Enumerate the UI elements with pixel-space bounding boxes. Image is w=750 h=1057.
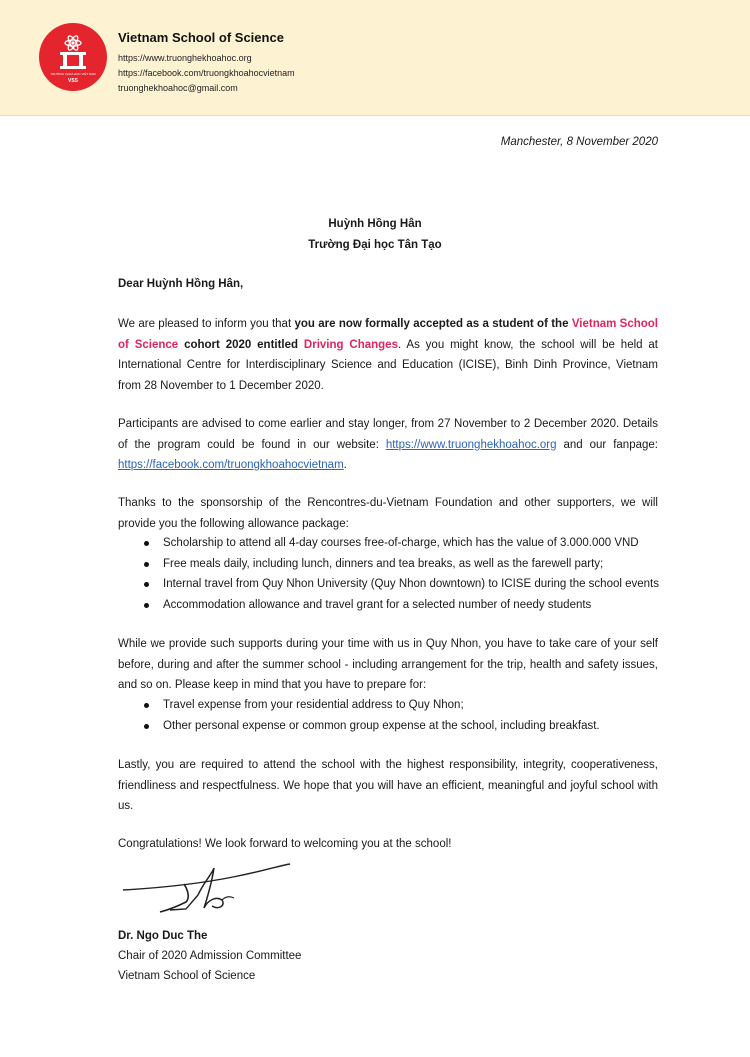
list-item: Internal travel from Quy Nhon University (Quy Nhon downtown) to ICISE during the school events (118, 574, 658, 595)
p2-text-end: . (343, 459, 347, 471)
p2-text: Participants are advised to come earlier and stay longer, from 27 November to 2 December 2020. Details of the program could be found in our website: (118, 418, 658, 451)
p1-text: We are pleased to inform you that (118, 318, 295, 330)
org-facebook[interactable]: https://facebook.com/truongkhoahocvietnam (118, 68, 295, 78)
logo-caption: TRƯỜNG KHOA HỌC VIỆT NAM (50, 72, 96, 76)
paragraph-sponsorship: Thanks to the sponsorship of the Rencontres-du-Vietnam Foundation and other supporters, we will provide you the following allowance package: (118, 497, 658, 530)
salutation: Dear Huỳnh Hồng Hân, (118, 278, 244, 290)
closing-line: Congratulations! We look forward to welcoming you at the school! (118, 838, 452, 850)
list-item: Scholarship to attend all 4-day courses free-of-charge, which has the value of 3.000.000 VND (118, 533, 658, 554)
school-name-highlight: Vietnam School of Science (118, 318, 658, 351)
fanpage-link[interactable]: https://facebook.com/truongkhoahocvietnam (118, 459, 344, 471)
p2-text-middle: and our fanpage: (556, 438, 658, 451)
paragraph-responsibilities: While we provide such supports during your time with us in Quy Nhon, you have to take care of your self before, during and after the summer school - including arrangement for the trip, health and safety issues, and so on. Please keep in mind that you have to prepare for: (118, 638, 658, 691)
theme-highlight: Driving Changes (303, 338, 398, 351)
letterhead (0, 0, 750, 116)
list-item: Other personal expense or common group expense at the school, including breakfast. (118, 716, 658, 737)
letter-date: Manchester, 8 November 2020 (500, 136, 658, 148)
org-website[interactable]: https://www.truonghekhoahoc.org (118, 53, 252, 63)
recipient-school: Trường Đại học Tân Tạo (308, 239, 442, 251)
recipient-name: Huỳnh Hồng Hân (328, 218, 422, 230)
paragraph-conduct: Lastly, you are required to attend the school with the highest responsibility, integrity, cooperativeness, friendliness and respectfulness. We hope that you will have an efficient, meaningful and joyful school with us. (118, 759, 658, 812)
paragraph-acceptance (118, 314, 658, 396)
paragraph-program (118, 414, 658, 476)
org-name: Vietnam School of Science (118, 30, 284, 45)
list-item: Accommodation allowance and travel grant for a selected number of needy students (118, 595, 658, 616)
expense-list (118, 695, 658, 736)
p1-bold-cohort: cohort 2020 entitled (178, 338, 304, 351)
vss-logo-icon (38, 22, 108, 92)
p1-bold: you are now formally accepted as a student of the (294, 318, 572, 330)
signer-org: Vietnam School of Science (118, 970, 256, 982)
allowance-list (118, 533, 658, 615)
list-item: Travel expense from your residential address to Quy Nhon; (118, 695, 658, 716)
p1-venue-text: . As you might know, the school will be held at International Centre for Interdisciplinary Science and Education (ICISE), Binh Dinh Province, Vietnam from 28 November to 1 December 2020. (118, 338, 658, 392)
signer-title: Chair of 2020 Admission Committee (118, 950, 302, 962)
handwritten-signature-icon (118, 862, 294, 924)
list-item: Free meals daily, including lunch, dinners and tea breaks, as well as the farewell party; (118, 554, 658, 575)
website-link[interactable]: https://www.truonghekhoahoc.org (385, 438, 557, 451)
logo-abbrev: VSS (67, 78, 79, 84)
signer-name: Dr. Ngo Duc The (118, 930, 208, 942)
org-email[interactable]: truonghekhoahoc@gmail.com (118, 83, 238, 93)
